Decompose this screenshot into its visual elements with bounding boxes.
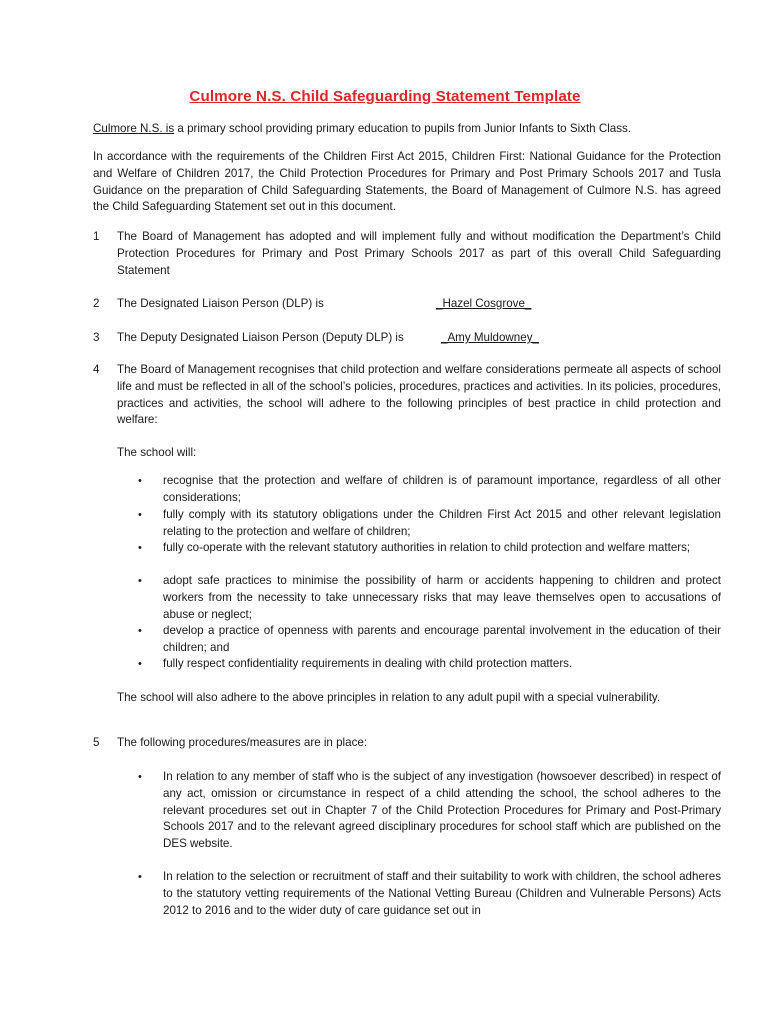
bullet-icon: •	[138, 771, 142, 783]
intro-paragraph	[93, 121, 721, 138]
principle-1: recognise that the protection and welfare of children is of paramount importance, regardless of all other considerations;	[163, 474, 721, 504]
bullet-icon: •	[138, 871, 142, 883]
principle-2: fully comply with its statutory obligations under the Children First Act 2015 and other relevant legislation relating to the protection and welfare of children;	[163, 508, 721, 538]
item-number-1: 1	[93, 230, 100, 243]
principle-6: fully respect confidentiality requirements in dealing with child protection matters.	[163, 657, 573, 670]
school-will-label: The school will:	[117, 446, 197, 459]
item-text-5: The following procedures/measures are in place:	[117, 736, 368, 749]
item-text-1: The Board of Management has adopted and will implement fully and without modification the Department’s Child Protection Procedures for Primary and Post Primary Schools 2017 as part of this overall Child Safeguarding Statement	[117, 230, 721, 277]
bullet-icon: •	[138, 475, 142, 487]
item-text-4: The Board of Management recognises that child protection and welfare considerations permeate all aspects of school life and must be reflected in all of the school’s policies, procedures, practices and activities. In its policies, procedures, practices and activities, the school will adhere to the following principles of best practice in child protection and welfare:	[117, 363, 721, 427]
school-name: Culmore N.S. is	[93, 122, 175, 135]
principle-4: adopt safe practices to minimise the possibility of harm or accidents happening to children and protect workers from the necessity to take unnecessary risks that may leave themselves open to accusations of abuse or neglect;	[163, 574, 721, 621]
item-text-3: The Deputy Designated Liaison Person (Deputy DLP) is	[117, 331, 404, 344]
principle-3: fully co-operate with the relevant statutory authorities in relation to child protection and welfare matters;	[163, 541, 691, 554]
dlp-name: _Hazel Cosgrove_	[436, 297, 532, 310]
bullet-icon: •	[138, 509, 142, 521]
principle-5: develop a practice of openness with parents and encourage parental involvement in the education of their children; and	[163, 624, 721, 654]
item-text-2: The Designated Liaison Person (DLP) is	[117, 297, 324, 310]
deputy-dlp-name: _Amy Muldowney_	[441, 331, 539, 344]
item-number-5: 5	[93, 736, 100, 749]
bullet-icon: •	[138, 542, 142, 554]
intro-text: a primary school providing primary education to pupils from Junior Infants to Sixth Class.	[174, 122, 632, 135]
item-number-3: 3	[93, 331, 100, 344]
item-number-2: 2	[93, 297, 100, 310]
item-number-4: 4	[93, 363, 100, 376]
document-title: Culmore N.S. Child Safeguarding Statement Template	[189, 88, 581, 105]
accordance-paragraph: In accordance with the requirements of the Children First Act 2015, Children First: National Guidance for the Protection and Welfare of Children 2017, the Child Protection Procedures for Primary and Post Primary Schools 2017 and Tusla Guidance on the preparation of Child Safeguarding Statements, the Board of Management of Culmore N.S. has agreed the Child Safeguarding Statement set out in this document.	[93, 150, 721, 214]
adult-pupil-paragraph: The school will also adhere to the above principles in relation to any adult pupil with a special vulnerability.	[117, 691, 661, 704]
measure-1: In relation to any member of staff who is the subject of any investigation (howsoever described) in respect of any act, omission or circumstance in respect of a child attending the school, the school adheres to the relevant procedures set out in Chapter 7 of the Child Protection Procedures for Primary and Post-Primary Schools 2017 and to the relevant agreed disciplinary procedures for school staff which are published on the DES website.	[163, 770, 721, 851]
bullet-icon: •	[138, 625, 142, 637]
measure-2: In relation to the selection or recruitment of staff and their suitability to work with children, the school adheres to the statutory vetting requirements of the National Vetting Bureau (Children and Vulnerable Persons) Acts 2012 to 2016 and to the wider duty of care guidance set out in	[163, 870, 721, 917]
bullet-icon: •	[138, 658, 142, 670]
bullet-icon: •	[138, 575, 142, 587]
